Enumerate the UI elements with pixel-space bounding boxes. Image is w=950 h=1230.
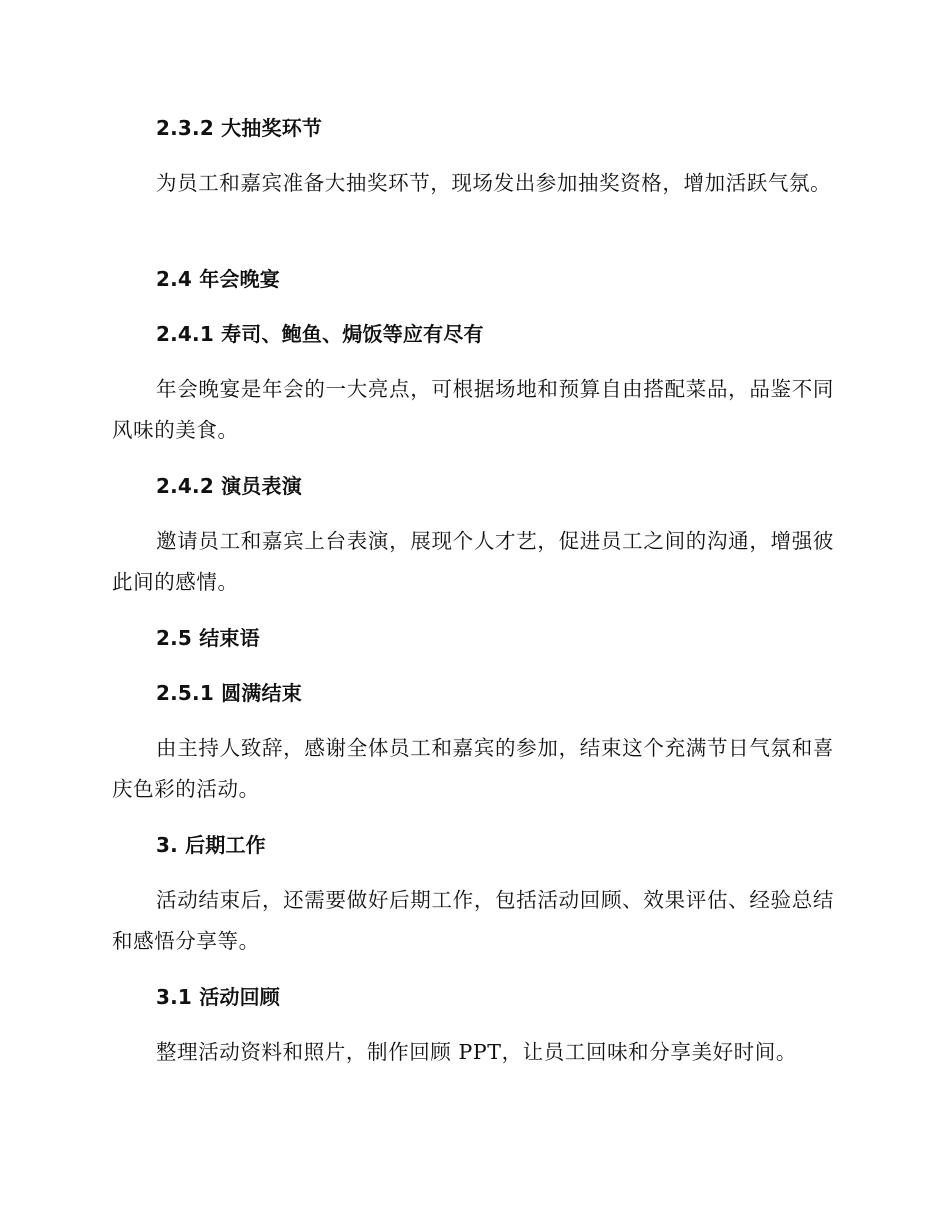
section-heading-2-5: 2.5 结束语 <box>156 626 260 650</box>
paragraph-closing: 由主持人致辞，感谢全体员工和嘉宾的参加，结束这个充满节日气氛和喜庆色彩的活动。 <box>112 736 834 801</box>
paragraph-banquet: 年会晚宴是年会的一大亮点，可根据场地和预算自由搭配菜品，品鉴不同风味的美食。 <box>112 377 834 442</box>
section-heading-3-1: 3.1 活动回顾 <box>156 985 280 1009</box>
section-heading-2-3-2: 2.3.2 大抽奖环节 <box>156 116 323 140</box>
section-heading-2-5-1: 2.5.1 圆满结束 <box>156 681 302 705</box>
section-heading-2-4-2: 2.4.2 演员表演 <box>156 474 302 498</box>
section-heading-2-4-1: 2.4.1 寿司、鲍鱼、焗饭等应有尽有 <box>156 322 484 346</box>
paragraph-review: 整理活动资料和照片，制作回顾 PPT，让员工回味和分享美好时间。 <box>156 1040 797 1064</box>
section-heading-2-4: 2.4 年会晚宴 <box>156 267 280 291</box>
section-heading-3: 3. 后期工作 <box>156 833 266 857</box>
paragraph-post-work: 活动结束后，还需要做好后期工作，包括活动回顾、效果评估、经验总结和感悟分享等。 <box>112 888 834 953</box>
paragraph-performance: 邀请员工和嘉宾上台表演，展现个人才艺，促进员工之间的沟通，增强彼此间的感情。 <box>112 529 834 594</box>
paragraph-lottery: 为员工和嘉宾准备大抽奖环节，现场发出参加抽奖资格，增加活跃气氛。 <box>156 171 832 195</box>
